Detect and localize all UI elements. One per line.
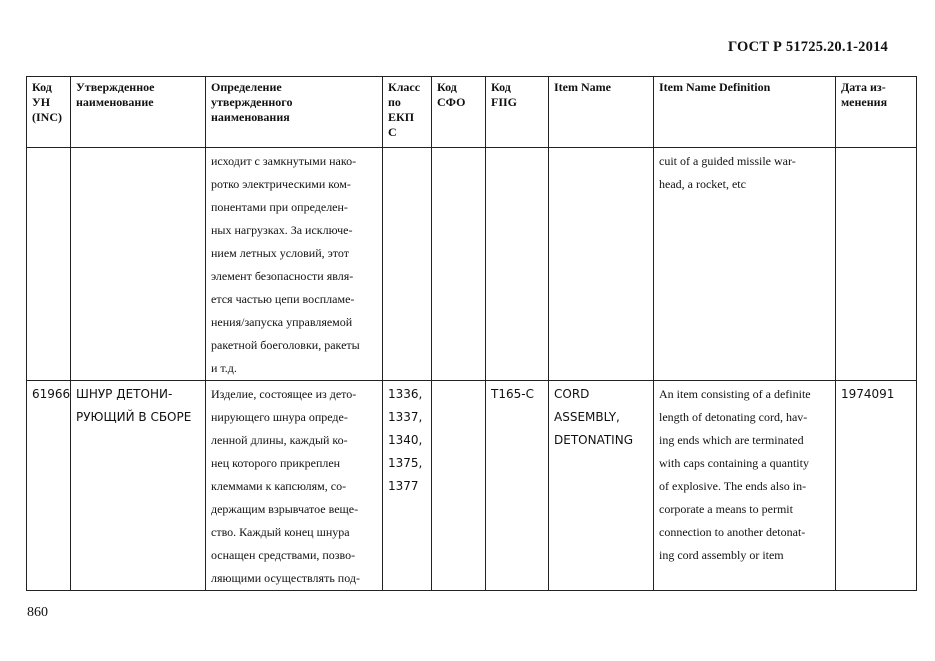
cell-date (836, 148, 917, 381)
cell-item-name: CORD ASSEMBLY, DETONATING (549, 381, 654, 591)
header-ekpc-class: Класс по ЕКП С (383, 77, 432, 148)
header-approved-name: Утвержденное наименование (71, 77, 206, 148)
header-item-name: Item Name (549, 77, 654, 148)
header-code: Код УН (INC) (27, 77, 71, 148)
header-fiig-code: Код FIIG (486, 77, 549, 148)
cell-sfo (432, 148, 486, 381)
cell-sfo (432, 381, 486, 591)
table-row-61966 (27, 381, 917, 591)
classification-table (26, 76, 917, 591)
table-header-row (27, 77, 917, 148)
cell-name (71, 148, 206, 381)
cell-item-definition: cuit of a guided missile war- head, a rocket, etc (654, 148, 836, 381)
page-number: 860 (27, 605, 48, 620)
cell-fiig: T165-C (486, 381, 549, 591)
header-definition: Определение утвержденного наименования (206, 77, 383, 148)
cell-code (27, 148, 71, 381)
cell-item-name (549, 148, 654, 381)
cell-date: 1974091 (836, 381, 917, 591)
cell-name: ШНУР ДЕТОНИ- РУЮЩИЙ В СБОРЕ (71, 381, 206, 591)
cell-definition: исходит с замкнутыми нако- ротко электрическими ком- понентами при определен- ных нагрузках. За исключе- нием летных условий, этот элемент безопасности явля- ется частью цепи воспламе- нения/запуска управляемой ракетной боеголовки, ракеты и т.д. (206, 148, 383, 381)
document-standard-header: ГОСТ Р 51725.20.1-2014 (727, 39, 888, 55)
cell-item-definition: An item consisting of a definite length of detonating cord, hav- ing ends which are terminated with caps containing a quantity of explosive. The ends also in- corporate a means to permit connection to another detonat- ing cord assembly or item (654, 381, 836, 591)
header-sfo-code: Код СФО (432, 77, 486, 148)
cell-fiig (486, 148, 549, 381)
table-row-continuation (27, 148, 917, 381)
header-item-name-definition: Item Name Definition (654, 77, 836, 148)
cell-code: 61966 (27, 381, 71, 591)
cell-definition: Изделие, состоящее из дето- нирующего шнура опреде- ленной длины, каждый ко- нец которого прикреплен клеммами к капсюлям, со- держащим взрывчатое веще- ство. Каждый конец шнура оснащен средствами, позво- ляющими осуществлять под- (206, 381, 383, 591)
cell-ekpc (383, 148, 432, 381)
header-change-date: Дата из- менения (836, 77, 917, 148)
cell-ekpc: 1336, 1337, 1340, 1375, 1377 (383, 381, 432, 591)
